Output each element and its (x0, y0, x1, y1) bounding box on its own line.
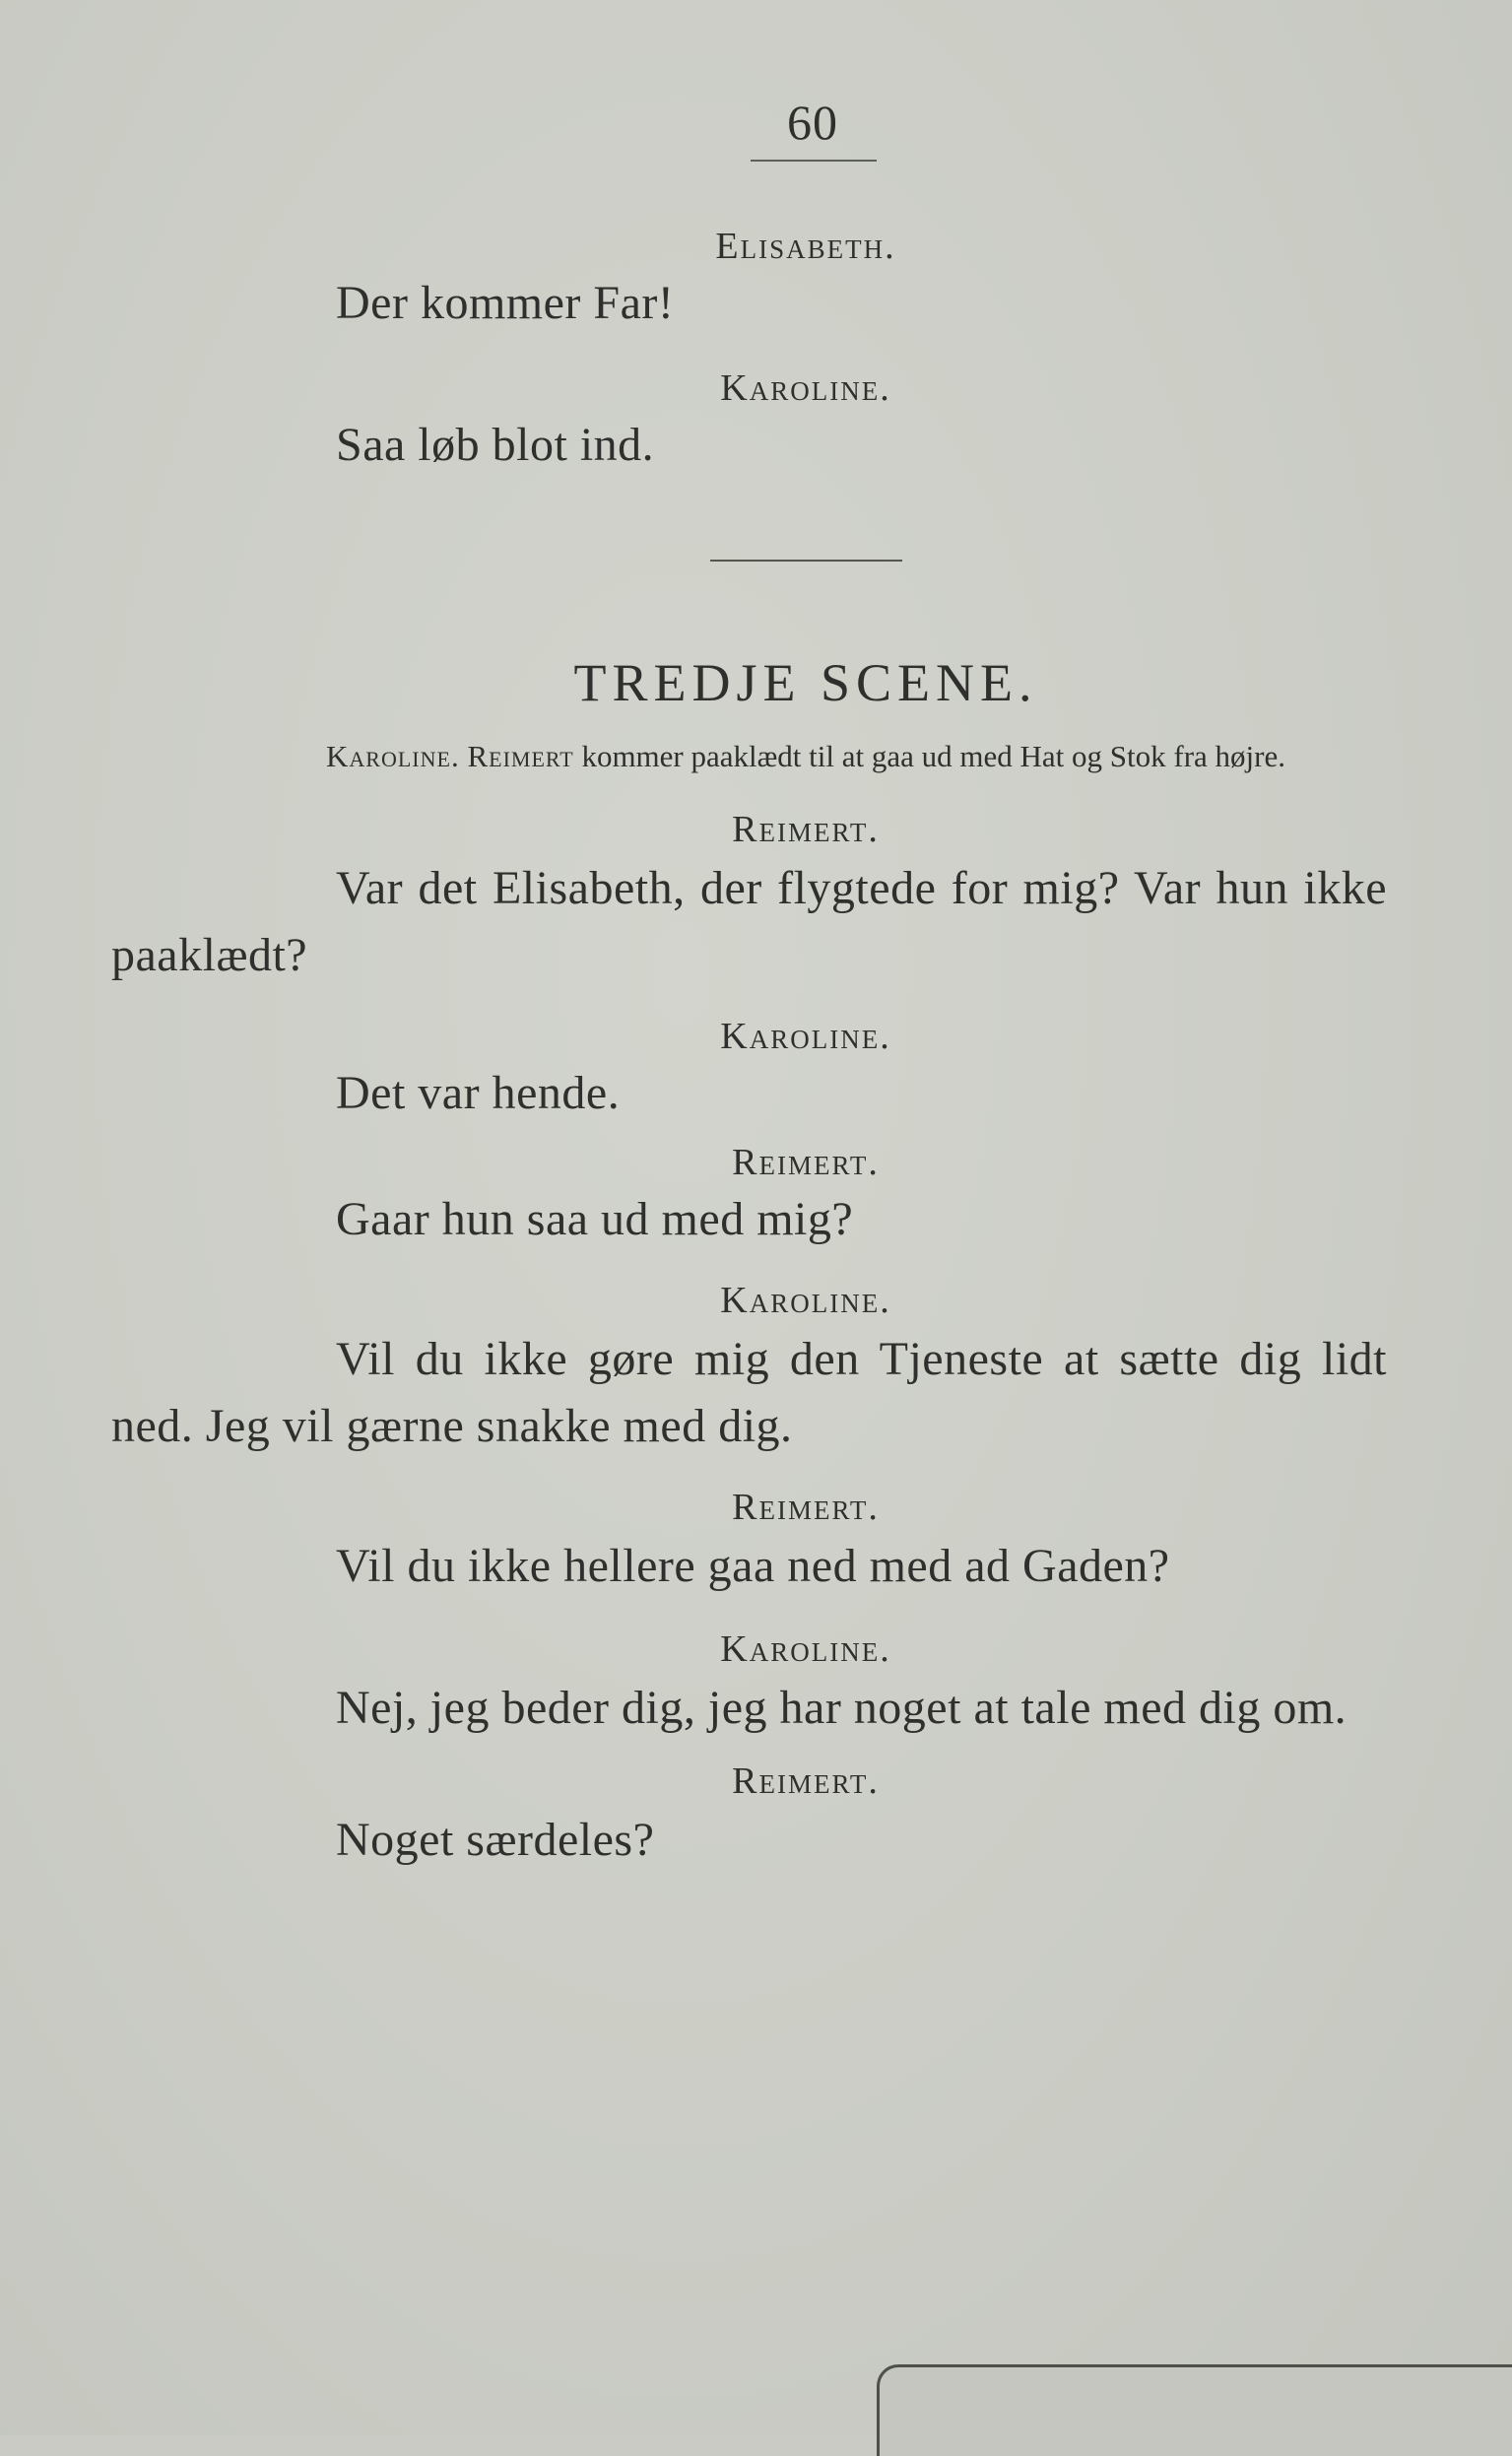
speech-line: Det var hende. (336, 1067, 621, 1119)
speech-line: Vil du ikke gøre mig den Tjeneste at sætte dig lidt ned. Jeg vil gærne snakke med dig. (111, 1333, 1387, 1452)
stage-character: Karoline. (326, 739, 460, 773)
page-tab-edge (877, 2364, 1512, 2456)
stage-character: Reimert (467, 739, 574, 773)
speaker-name: Reimert. (732, 1142, 880, 1183)
speech-line: Saa løb blot ind. (336, 419, 655, 471)
stage-text: kommer paaklædt til at gaa ud med Hat og Stok fra højre. (573, 739, 1285, 773)
speaker-name: Reimert. (732, 1487, 880, 1528)
speech-line: Gaar hun saa ud med mig? (336, 1193, 854, 1245)
stage-direction (225, 735, 1387, 778)
speaker-name: Karoline. (720, 1628, 891, 1670)
speaker-name: Karoline. (720, 1016, 891, 1057)
speech-line: Var det Elisabeth, der flygtede for mig? Var hun ikke paaklædt? (111, 862, 1387, 981)
speaker-name: Reimert. (732, 809, 880, 850)
play-text (111, 217, 1387, 1874)
speech-line: Der kommer Far! (336, 277, 675, 329)
speaker-name: Karoline. (720, 1280, 891, 1321)
scene-title: TREDJE SCENE. (573, 653, 1038, 712)
speaker-name: Elisabeth. (715, 226, 896, 267)
page-number: 60 (787, 95, 838, 150)
scene-divider (710, 560, 902, 562)
speaker-name: Karoline. (720, 367, 891, 409)
speech-line: Nej, jeg beder dig, jeg har noget at tale med dig om. (336, 1682, 1348, 1734)
speech-line: Vil du ikke hellere gaa ned med ad Gaden? (336, 1540, 1170, 1592)
page-number-rule (751, 160, 877, 162)
speech-line: Noget særdeles? (336, 1814, 655, 1866)
speaker-name: Reimert. (732, 1760, 880, 1802)
